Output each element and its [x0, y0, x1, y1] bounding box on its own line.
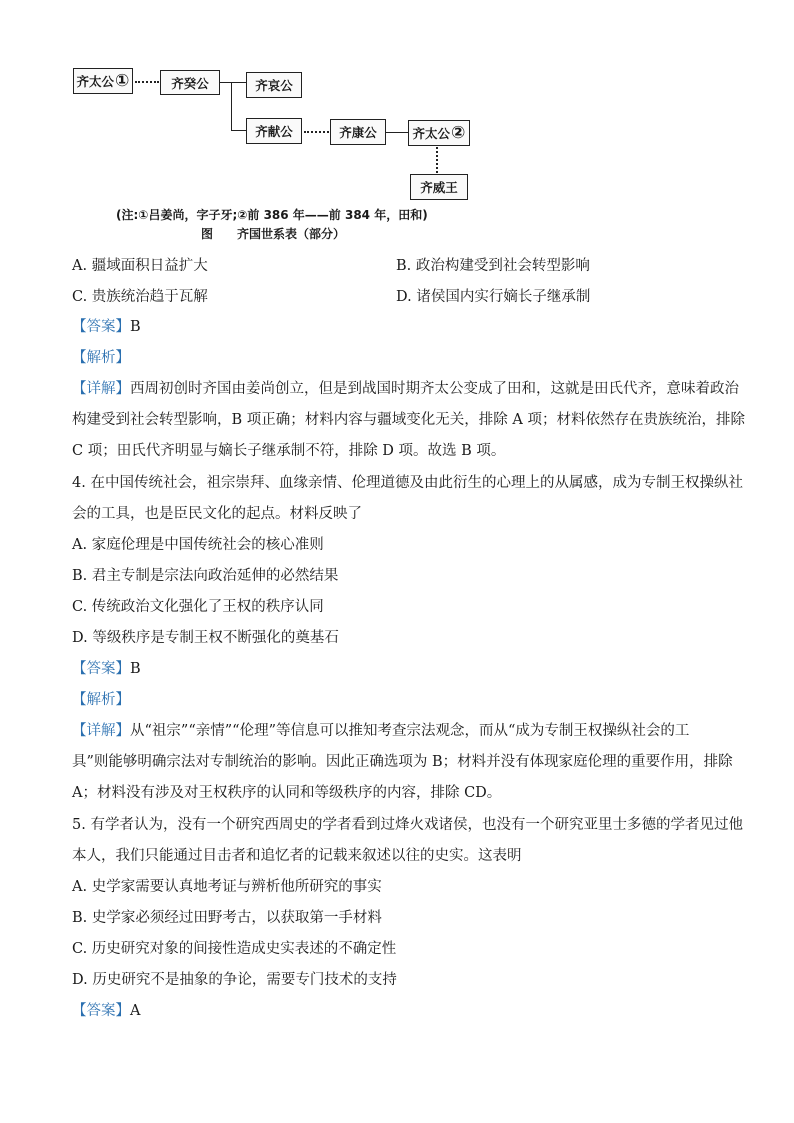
connector: [386, 132, 408, 133]
box-qi-gui-gong: [160, 70, 220, 95]
detail-text: 从“祖宗”“亲情”“伦理”等信息可以推知考查宗法观念，而从“成为专制王权操纵社会的工: [130, 723, 690, 739]
q4-option-b: B. 君主专制是宗法向政治延伸的必然结果: [72, 568, 339, 584]
box-qi-xian-gong: [246, 118, 302, 144]
mark-two: ②: [451, 123, 466, 143]
q5-option-c: C. 历史研究对象的间接性造成史实表述的不确定性: [72, 941, 397, 957]
q4-option-a: A. 家庭伦理是中国传统社会的核心准则: [72, 537, 324, 553]
detail-tag: 【详解】: [72, 723, 130, 739]
box-label: 齐康公: [339, 125, 377, 140]
q4-detail-line-1: [72, 721, 689, 741]
box-qi-tai-gong-2: [408, 120, 470, 146]
q3-detail-line-3: C 项；田氏代齐明显与嫡长子继承制不符，排除 D 项。故选 B 项。: [72, 443, 506, 459]
q4-detail-line-3: A；材料没有涉及对王权秩序的认同和等级秩序的内容，排除 CD。: [72, 785, 502, 801]
q5-option-a: A. 史学家需要认真地考证与辨析他所研究的事实: [72, 879, 382, 895]
q5-answer: [72, 1001, 140, 1021]
figure-caption: 图 齐国世系表（部分）: [201, 227, 346, 241]
box-label: 齐太公: [412, 126, 451, 141]
q5-option-d: D. 历史研究不是抽象的争论，需要专门技术的支持: [72, 972, 397, 988]
q3-option-d: D. 诸侯国内实行嫡长子继承制: [396, 289, 591, 305]
q3-detail-line-2: 构建受到社会转型影响，B 项正确；材料内容与疆域变化无关，排除 A 项；材料依然存在贵族统治，排除: [72, 412, 745, 428]
box-label: 齐威王: [420, 180, 458, 195]
q4-option-d: D. 等级秩序是专制王权不断强化的奠基石: [72, 630, 339, 646]
box-label: 齐献公: [255, 124, 293, 139]
q3-option-a: A. 疆域面积日益扩大: [72, 258, 208, 274]
answer-tag: 【答案】: [72, 319, 130, 335]
q3-detail-line-1: [72, 379, 739, 399]
dotted-connector: [436, 147, 438, 173]
q4-detail-line-2: 具”则能够明确宗法对专制统治的影响。因此正确选项为 B；材料并没有体现家庭伦理的重要作用，排除: [72, 754, 733, 770]
q3-option-c: C. 贵族统治趋于瓦解: [72, 289, 208, 305]
genealogy-figure: [0, 0, 794, 250]
q4-stem-line-2: 会的工具，也是臣民文化的起点。材料反映了: [72, 506, 362, 522]
q5-option-b: B. 史学家必须经过田野考古，以获取第一手材料: [72, 910, 382, 926]
dotted-connector: [304, 131, 329, 133]
answer-value: B: [130, 319, 141, 335]
q4-option-c: C. 传统政治文化强化了王权的秩序认同: [72, 599, 324, 615]
answer-value: A: [130, 1003, 141, 1019]
dotted-connector: [135, 81, 159, 83]
q4-answer: [72, 659, 141, 679]
answer-tag: 【答案】: [72, 1003, 130, 1019]
answer-value: B: [130, 661, 141, 677]
connector: [220, 82, 246, 83]
figure-note: (注:①吕姜尚，字子牙;②前 386 年——前 384 年，田和): [116, 208, 428, 222]
box-qi-tai-gong-1: [73, 68, 133, 94]
box-label: 齐癸公: [171, 75, 209, 91]
q3-answer: [72, 317, 141, 337]
connector: [231, 130, 246, 131]
box-qi-wei-wang: [410, 174, 468, 200]
box-label: 齐哀公: [255, 78, 293, 93]
q5-stem-line-2: 本人，我们只能通过目击者和追忆者的记载来叙述以往的史实。这表明: [72, 848, 522, 864]
q3-option-b: B. 政治构建受到社会转型影响: [396, 258, 590, 274]
q3-analysis: [72, 348, 130, 368]
box-qi-kang-gong: [330, 119, 386, 145]
mark-one: ①: [115, 71, 130, 91]
analysis-tag: 【解析】: [72, 692, 130, 708]
box-qi-ai-gong: [246, 72, 302, 98]
analysis-tag: 【解析】: [72, 350, 130, 366]
q5-stem-line-1: 5. 有学者认为，没有一个研究西周史的学者看到过烽火戏诸侯，也没有一个研究亚里士多德的学者见过他: [72, 817, 743, 833]
q4-stem-line-1: 4. 在中国传统社会，祖宗崇拜、血缘亲情、伦理道德及由此衍生的心理上的从属感，成为专制王权操纵社: [72, 475, 743, 491]
answer-tag: 【答案】: [72, 661, 130, 677]
detail-tag: 【详解】: [72, 381, 130, 397]
connector: [231, 82, 232, 130]
q4-analysis: [72, 690, 130, 710]
detail-text: 西周初创时齐国由姜尚创立，但是到战国时期齐太公变成了田和，这就是田氏代齐，意味着政治: [130, 381, 739, 397]
box-label: 齐太公: [76, 74, 115, 89]
